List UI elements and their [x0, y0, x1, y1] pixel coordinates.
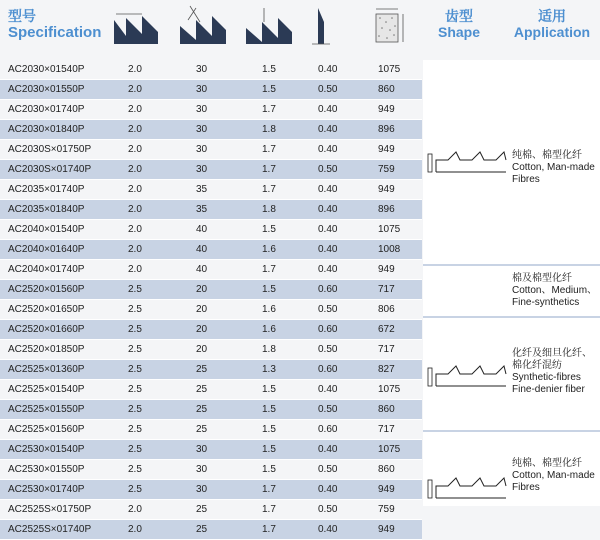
blade-thickness-icon [310, 4, 332, 46]
cell-pitch: 2.0 [128, 104, 142, 115]
cell-pitch: 2.0 [128, 264, 142, 275]
cell-angle: 40 [196, 264, 208, 275]
application-header-en: Application [513, 24, 591, 40]
cell-spec: AC2525S×01750P [8, 504, 92, 515]
cell-pitch: 2.5 [128, 444, 142, 455]
table-row [0, 280, 422, 300]
cell-length: 860 [378, 84, 395, 95]
specification-header-cn: 型号 [8, 8, 36, 24]
cell-spec: AC2030×01840P [8, 124, 85, 135]
cell-depth: 1.5 [262, 404, 276, 415]
cell-thick: 0.40 [318, 484, 338, 495]
cell-spec: AC2525S×01740P [8, 524, 92, 535]
cell-spec: AC2525×01540P [8, 384, 85, 395]
cell-depth: 1.7 [262, 164, 276, 175]
cell-spec: AC2525×01360P [8, 364, 85, 375]
cell-depth: 1.6 [262, 244, 276, 255]
application-text-4: 纯棉、棉型化纤 Cotton, Man-made Fibres [512, 458, 595, 493]
tooth-pitch-icon [112, 10, 160, 46]
table-row [0, 260, 422, 280]
cell-spec: AC2040×01740P [8, 264, 85, 275]
cell-thick: 0.50 [318, 464, 338, 475]
cell-angle: 20 [196, 324, 208, 335]
cell-spec: AC2030S×01740P [8, 164, 92, 175]
cell-depth: 1.5 [262, 224, 276, 235]
cell-length: 860 [378, 404, 395, 415]
cell-length: 717 [378, 344, 395, 355]
cell-angle: 35 [196, 184, 208, 195]
cell-spec: AC2520×01660P [8, 324, 85, 335]
cell-pitch: 2.0 [128, 184, 142, 195]
table-row [0, 460, 422, 480]
cell-length: 806 [378, 304, 395, 315]
wire-length-icon [370, 4, 410, 46]
table-row [0, 320, 422, 340]
cell-depth: 1.3 [262, 364, 276, 375]
cell-thick: 0.40 [318, 104, 338, 115]
shape-header-cn: 齿型 [445, 8, 473, 24]
cell-spec: AC2030×01540P [8, 64, 85, 75]
cell-spec: AC2030S×01750P [8, 144, 92, 155]
cell-depth: 1.7 [262, 504, 276, 515]
cell-spec: AC2525×01550P [8, 404, 85, 415]
cell-depth: 1.7 [262, 524, 276, 535]
cell-thick: 0.40 [318, 384, 338, 395]
cell-pitch: 2.0 [128, 224, 142, 235]
cell-pitch: 2.5 [128, 384, 142, 395]
cell-angle: 20 [196, 304, 208, 315]
cell-length: 949 [378, 524, 395, 535]
table-row [0, 60, 422, 80]
table-row [0, 180, 422, 200]
tooth-shape-icon [426, 362, 508, 388]
cell-depth: 1.8 [262, 344, 276, 355]
tooth-shape-icon [426, 148, 508, 174]
cell-thick: 0.40 [318, 244, 338, 255]
cell-length: 1075 [378, 444, 401, 455]
specification-header-en: Specification [8, 24, 102, 41]
application-text-2: 棉及棉型化纤 Cotton、Medium、 Fine-synthetics [512, 273, 598, 308]
table-row [0, 140, 422, 160]
cell-angle: 25 [196, 424, 208, 435]
table-row [0, 340, 422, 360]
cell-spec: AC2530×01740P [8, 484, 85, 495]
cell-angle: 35 [196, 204, 208, 215]
tooth-depth-icon [244, 6, 294, 46]
cell-depth: 1.5 [262, 444, 276, 455]
cell-angle: 25 [196, 524, 208, 535]
application-header-cn: 适用 [538, 8, 566, 24]
cell-length: 672 [378, 324, 395, 335]
table-row [0, 80, 422, 100]
cell-angle: 25 [196, 404, 208, 415]
cell-depth: 1.7 [262, 104, 276, 115]
cell-thick: 0.40 [318, 204, 338, 215]
cell-angle: 25 [196, 504, 208, 515]
cell-spec: AC2040×01640P [8, 244, 85, 255]
cell-length: 717 [378, 424, 395, 435]
table-row [0, 520, 422, 540]
cell-thick: 0.60 [318, 424, 338, 435]
cell-angle: 30 [196, 124, 208, 135]
table-row [0, 220, 422, 240]
application-text-1: 纯棉、棉型化纤 Cotton, Man-made Fibres [512, 150, 595, 185]
cell-pitch: 2.5 [128, 424, 142, 435]
cell-angle: 40 [196, 224, 208, 235]
cell-length: 1075 [378, 64, 401, 75]
cell-thick: 0.40 [318, 444, 338, 455]
cell-length: 896 [378, 204, 395, 215]
tooth-angle-icon [178, 4, 228, 46]
cell-length: 949 [378, 184, 395, 195]
cell-angle: 30 [196, 104, 208, 115]
cell-depth: 1.6 [262, 304, 276, 315]
cell-angle: 30 [196, 444, 208, 455]
cell-angle: 25 [196, 384, 208, 395]
cell-angle: 20 [196, 284, 208, 295]
application-text-3: 化纤及细旦化纤、 棉化纤混纺 Synthetic-fibres Fine-denier fiber [512, 348, 592, 395]
table-row [0, 100, 422, 120]
cell-spec: AC2520×01650P [8, 304, 85, 315]
table-row [0, 420, 422, 440]
cell-pitch: 2.0 [128, 64, 142, 75]
cell-depth: 1.5 [262, 384, 276, 395]
cell-depth: 1.5 [262, 424, 276, 435]
cell-spec: AC2040×01540P [8, 224, 85, 235]
cell-angle: 30 [196, 164, 208, 175]
cell-length: 759 [378, 504, 395, 515]
cell-pitch: 2.5 [128, 364, 142, 375]
cell-spec: AC2525×01560P [8, 424, 85, 435]
table-row [0, 300, 422, 320]
cell-length: 949 [378, 104, 395, 115]
tooth-shape-icon [426, 474, 508, 500]
cell-thick: 0.50 [318, 404, 338, 415]
table-row [0, 500, 422, 520]
cell-length: 949 [378, 144, 395, 155]
cell-spec: AC2530×01550P [8, 464, 85, 475]
cell-pitch: 2.0 [128, 504, 142, 515]
cell-depth: 1.8 [262, 204, 276, 215]
cell-length: 949 [378, 484, 395, 495]
cell-thick: 0.40 [318, 524, 338, 535]
cell-thick: 0.40 [318, 224, 338, 235]
table-row [0, 240, 422, 260]
cell-angle: 40 [196, 244, 208, 255]
cell-pitch: 2.0 [128, 524, 142, 535]
shape-header [428, 8, 490, 41]
cell-thick: 0.50 [318, 504, 338, 515]
cell-length: 1008 [378, 244, 401, 255]
cell-angle: 30 [196, 64, 208, 75]
cell-thick: 0.40 [318, 264, 338, 275]
cell-angle: 30 [196, 484, 208, 495]
cell-depth: 1.7 [262, 264, 276, 275]
cell-thick: 0.60 [318, 284, 338, 295]
cell-length: 827 [378, 364, 395, 375]
cell-length: 860 [378, 464, 395, 475]
cell-depth: 1.5 [262, 64, 276, 75]
cell-depth: 1.7 [262, 144, 276, 155]
cell-length: 1075 [378, 384, 401, 395]
cell-angle: 30 [196, 464, 208, 475]
cell-thick: 0.60 [318, 324, 338, 335]
application-header [504, 8, 600, 41]
cell-depth: 1.8 [262, 124, 276, 135]
table-row [0, 440, 422, 460]
table-header [0, 0, 600, 52]
cell-depth: 1.7 [262, 184, 276, 195]
cell-thick: 0.40 [318, 184, 338, 195]
cell-spec: AC2035×01740P [8, 184, 85, 195]
cell-spec: AC2030×01740P [8, 104, 85, 115]
cell-length: 949 [378, 264, 395, 275]
cell-pitch: 2.0 [128, 164, 142, 175]
cell-pitch: 2.5 [128, 284, 142, 295]
cell-depth: 1.7 [262, 484, 276, 495]
cell-angle: 30 [196, 84, 208, 95]
table-row [0, 400, 422, 420]
table-row [0, 160, 422, 180]
cell-pitch: 2.0 [128, 144, 142, 155]
cell-pitch: 2.5 [128, 484, 142, 495]
cell-spec: AC2035×01840P [8, 204, 85, 215]
table-row [0, 380, 422, 400]
cell-thick: 0.50 [318, 84, 338, 95]
cell-depth: 1.5 [262, 284, 276, 295]
cell-pitch: 2.5 [128, 304, 142, 315]
cell-pitch: 2.0 [128, 244, 142, 255]
cell-spec: AC2530×01540P [8, 444, 85, 455]
cell-spec: AC2520×01850P [8, 344, 85, 355]
cell-thick: 0.40 [318, 124, 338, 135]
cell-depth: 1.5 [262, 464, 276, 475]
cell-thick: 0.50 [318, 164, 338, 175]
cell-thick: 0.50 [318, 344, 338, 355]
cell-spec: AC2520×01560P [8, 284, 85, 295]
cell-angle: 20 [196, 344, 208, 355]
cell-thick: 0.40 [318, 64, 338, 75]
cell-thick: 0.50 [318, 304, 338, 315]
cell-pitch: 2.5 [128, 464, 142, 475]
table-row [0, 200, 422, 220]
cell-spec: AC2030×01550P [8, 84, 85, 95]
cell-pitch: 2.5 [128, 324, 142, 335]
cell-pitch: 2.0 [128, 84, 142, 95]
cell-pitch: 2.5 [128, 404, 142, 415]
cell-length: 759 [378, 164, 395, 175]
cell-depth: 1.5 [262, 84, 276, 95]
table-row [0, 360, 422, 380]
shape-header-en: Shape [437, 24, 480, 40]
cell-angle: 25 [196, 364, 208, 375]
cell-pitch: 2.0 [128, 124, 142, 135]
cell-angle: 30 [196, 144, 208, 155]
spec-table [0, 60, 422, 540]
cell-length: 717 [378, 284, 395, 295]
specification-header [8, 8, 101, 41]
cell-pitch: 2.0 [128, 204, 142, 215]
table-row [0, 480, 422, 500]
cell-depth: 1.6 [262, 324, 276, 335]
cell-pitch: 2.5 [128, 344, 142, 355]
cell-thick: 0.60 [318, 364, 338, 375]
cell-thick: 0.40 [318, 144, 338, 155]
cell-length: 1075 [378, 224, 401, 235]
table-row [0, 120, 422, 140]
cell-length: 896 [378, 124, 395, 135]
